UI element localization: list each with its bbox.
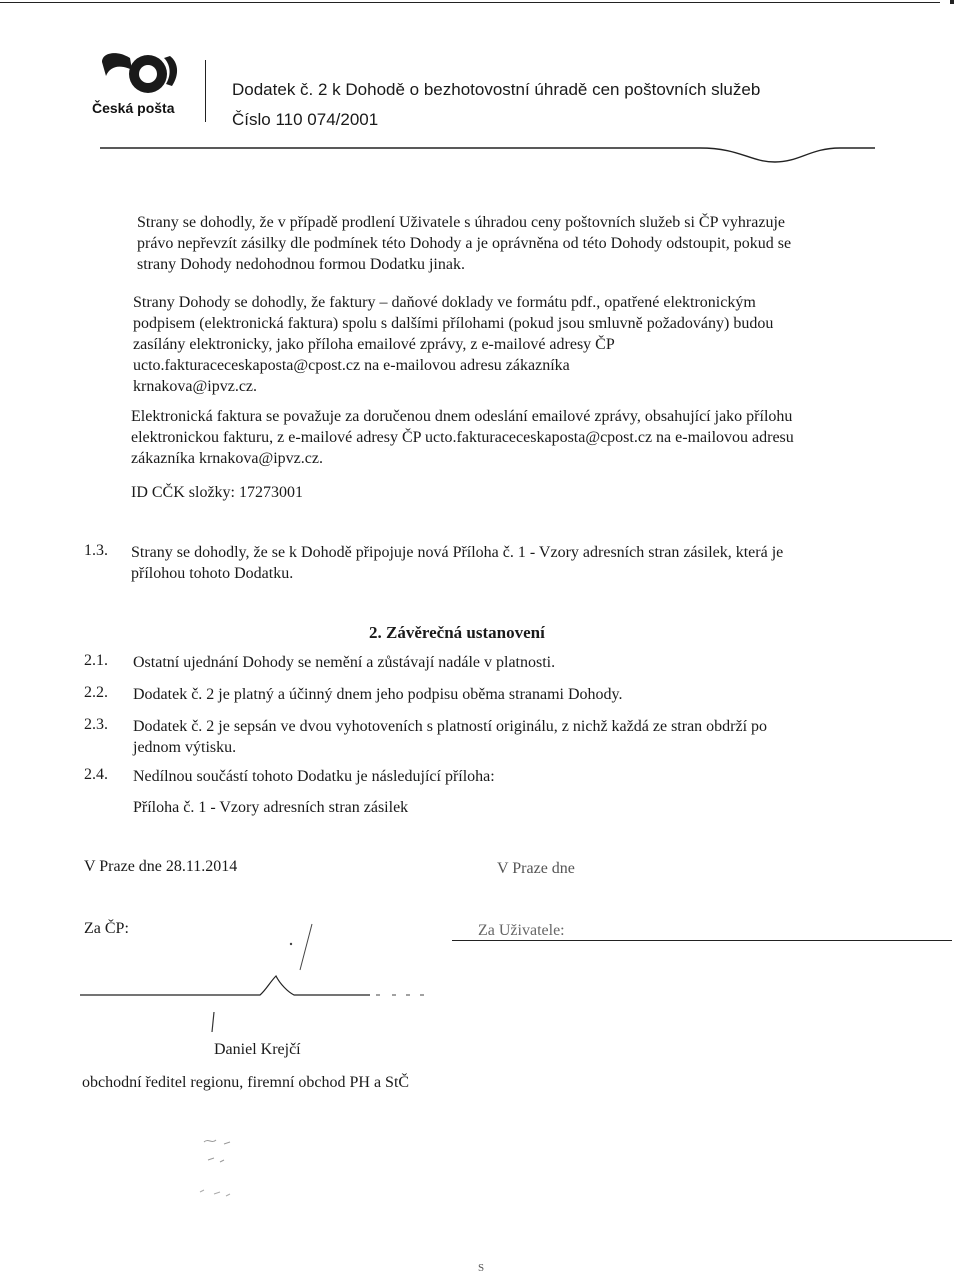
id-ccx-line: ID CČK složky: 17273001 xyxy=(131,484,303,501)
attachment-line: Příloha č. 1 - Vzory adresních stran zásilek xyxy=(133,799,409,816)
za-cp-label: Za ČP: xyxy=(84,920,129,937)
paragraph-line: Elektronická faktura se považuje za doručenou dnem odeslání emailové zprávy, obsahující jako přílohu xyxy=(131,408,793,425)
section-2-title: 2. Závěrečná ustanovení xyxy=(369,623,545,642)
item-number: 2.2. xyxy=(84,684,108,701)
top-dot xyxy=(950,0,954,4)
paragraph-line: přílohou tohoto Dodatku. xyxy=(131,565,294,582)
paragraph-line: Dodatek č. 2 je sepsán ve dvou vyhotoveních s platností originálu, z nichž každá ze stran obdrží po xyxy=(133,718,768,735)
paragraph-line: jednom výtisku. xyxy=(133,739,237,756)
item-2-3-text xyxy=(133,716,767,758)
za-uzivatele-label: Za Uživatele: xyxy=(478,922,565,939)
paragraph-line: právo nepřevzít zásilky dle podmínek této Dohody a je oprávněna od této Dohody odstoupit, pokud se xyxy=(137,235,792,252)
paragraph-line: Strany Dohody se dohodly, že faktury – daňové doklady ve formátu pdf., opatřené elektronickým xyxy=(133,294,756,311)
paragraph-line: krnakova@ipvz.cz. xyxy=(133,378,258,395)
top-rule xyxy=(0,2,940,3)
paragraph-line: zákazníka krnakova@ipvz.cz. xyxy=(131,450,323,467)
posthorn-logo-icon xyxy=(96,50,186,98)
place-date-right: V Praze dne xyxy=(497,860,575,877)
item-2-1-text: Ostatní ujednání Dohody se nemění a zůstávají nadále v platnosti. xyxy=(133,654,556,671)
item-number: 1.3. xyxy=(84,542,108,559)
paragraph-3 xyxy=(131,406,794,469)
item-2-4-text: Nedílnou součástí tohoto Dodatku je následující příloha: xyxy=(133,768,495,785)
item-number: 2.4. xyxy=(84,766,108,783)
item-number: 2.1. xyxy=(84,652,108,669)
paragraph-line: strany Dohody nedohodnou formou Dodatku jinak. xyxy=(137,256,465,273)
header-rule xyxy=(100,146,875,176)
paragraph-line: Strany se dohodly, že v případě prodlení Uživatele s úhradou ceny poštovních služeb si ČP vyhrazuje xyxy=(137,214,785,231)
paragraph-line: Strany se dohodly, že se k Dohodě připojuje nová Příloha č. 1 - Vzory adresních stran zásilek, která je xyxy=(131,544,784,561)
ceska-posta-logo xyxy=(92,50,192,120)
paragraph-line: podpisem (elektronická faktura) spolu s dalšími přílohami (pokud jsou smluvně požadovány) budou xyxy=(133,315,774,332)
faint-stamp-marks xyxy=(190,1130,310,1210)
document-title: Dodatek č. 2 k Dohodě o bezhotovostní úhradě cen poštovních služeb xyxy=(232,80,761,99)
paragraph-line: elektronickou fakturu, z e-mailové adresy ČP ucto.fakturaceceskaposta@cpost.cz na e-mailovou adresu xyxy=(131,429,794,446)
footer-mark: S xyxy=(478,1262,485,1274)
item-2-2-text: Dodatek č. 2 je platný a účinný dnem jeho podpisu oběma stranami Dohody. xyxy=(133,686,623,703)
signature-stroke xyxy=(204,1010,224,1034)
paragraph-line: zasílány elektronicky, jako příloha emailové zprávy, z e-mailové adresy ČP xyxy=(133,336,615,353)
document-number: Číslo 110 074/2001 xyxy=(232,110,379,129)
paragraph-1 xyxy=(137,212,791,275)
paragraph-2 xyxy=(133,292,773,397)
signer-name: Daniel Krejčí xyxy=(214,1041,301,1058)
place-date-left: V Praze dne 28.11.2014 xyxy=(84,858,238,875)
signature-scribble xyxy=(80,920,440,1010)
item-1-3-text xyxy=(131,542,783,584)
signer-title: obchodní ředitel regionu, firemní obchod PH a StČ xyxy=(82,1074,410,1091)
signature-line-right xyxy=(452,940,952,941)
item-number: 2.3. xyxy=(84,716,108,733)
paragraph-line: ucto.fakturaceceskaposta@cpost.cz na e-mailovou adresu zákazníka xyxy=(133,357,570,374)
logo-divider xyxy=(205,60,206,122)
logo-text: Česká pošta xyxy=(92,100,175,116)
